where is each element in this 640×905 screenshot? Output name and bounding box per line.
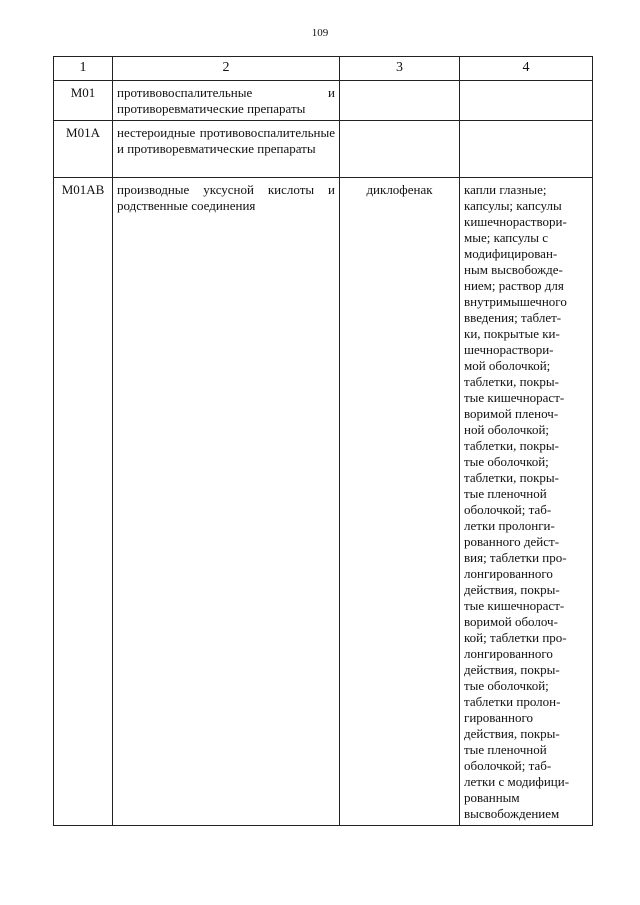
dosage-form-line: действия, покры- (464, 582, 560, 597)
dosage-form-line: лонгированного (464, 566, 553, 581)
dosage-forms-cell (460, 121, 593, 178)
dosage-form-line: таблетки пролон- (464, 694, 561, 709)
dosage-form-line: воримой оболоч- (464, 614, 558, 629)
column-header-3: 3 (340, 57, 460, 81)
dosage-form-line: введения; таблет- (464, 310, 562, 325)
atc-code-cell: M01A (54, 121, 113, 178)
dosage-form-line: тые оболочкой; (464, 454, 549, 469)
column-header-4: 4 (460, 57, 593, 81)
column-header-1: 1 (54, 57, 113, 81)
ingredient-cell (340, 121, 460, 178)
group-description-cell: противовоспалительные и противоревматические препараты (113, 81, 340, 121)
dosage-form-line: ки, покрытые ки- (464, 326, 560, 341)
dosage-form-line: ной оболочкой; (464, 422, 550, 437)
dosage-forms-cell (460, 178, 593, 826)
dosage-form-line: тые кишечнораст- (464, 598, 565, 613)
table-row (54, 121, 593, 178)
group-description-cell: нестероидные противовоспалительные и противоревматические препараты (113, 121, 340, 178)
dosage-form-line: шечнораствори- (464, 342, 554, 357)
group-description-cell: производные уксусной кислоты и родственные соединения (113, 178, 340, 826)
dosage-form-line: высвобождением (464, 806, 560, 821)
dosage-form-line: тые пленочной (464, 742, 547, 757)
column-header-2: 2 (113, 57, 340, 81)
dosage-form-line: тые оболочкой; (464, 678, 549, 693)
dosage-form-line: таблетки, покры- (464, 470, 559, 485)
dosage-form-line: мые; капсулы с (464, 230, 549, 245)
dosage-form-line: ным высвобожде- (464, 262, 563, 277)
dosage-form-line: вия; таблетки про- (464, 550, 567, 565)
dosage-form-line: действия, покры- (464, 662, 560, 677)
dosage-form-line: летки с модифици- (464, 774, 570, 789)
dosage-form-line: рованным (464, 790, 520, 805)
page-number: 109 (311, 27, 329, 39)
atc-code-cell: M01 (54, 81, 113, 121)
dosage-form-line: таблетки, покры- (464, 438, 559, 453)
dosage-form-line: мой оболочкой; (464, 358, 551, 373)
drug-classification-table (53, 56, 593, 826)
dosage-form-line: капсулы; капсулы (464, 198, 562, 213)
dosage-form-line: тые кишечнораст- (464, 390, 565, 405)
dosage-form-line: воримой пленоч- (464, 406, 559, 421)
dosage-form-line: летки пролонги- (464, 518, 555, 533)
ingredient-cell (340, 81, 460, 121)
dosage-forms-cell (460, 81, 593, 121)
dosage-form-line: модифицирован- (464, 246, 558, 261)
atc-code-cell: M01AB (54, 178, 113, 826)
dosage-form-line: внутримышечного (464, 294, 567, 309)
dosage-form-line: действия, покры- (464, 726, 560, 741)
dosage-form-line: оболочкой; таб- (464, 502, 552, 517)
ingredient-cell: диклофенак (340, 178, 460, 826)
table-row (54, 81, 593, 121)
dosage-form-line: оболочкой; таб- (464, 758, 552, 773)
dosage-form-line: лонгированного (464, 646, 553, 661)
table-header-row (54, 57, 593, 81)
table-row (54, 178, 593, 826)
dosage-form-line: кишечнораствори- (464, 214, 567, 229)
dosage-form-line: таблетки, покры- (464, 374, 559, 389)
dosage-form-line: кой; таблетки про- (464, 630, 567, 645)
dosage-form-line: нием; раствор для (464, 278, 564, 293)
dosage-form-line: капли глазные; (464, 182, 547, 197)
dosage-form-line: тые пленочной (464, 486, 547, 501)
dosage-form-line: гированного (464, 710, 533, 725)
dosage-form-line: рованного дейст- (464, 534, 560, 549)
